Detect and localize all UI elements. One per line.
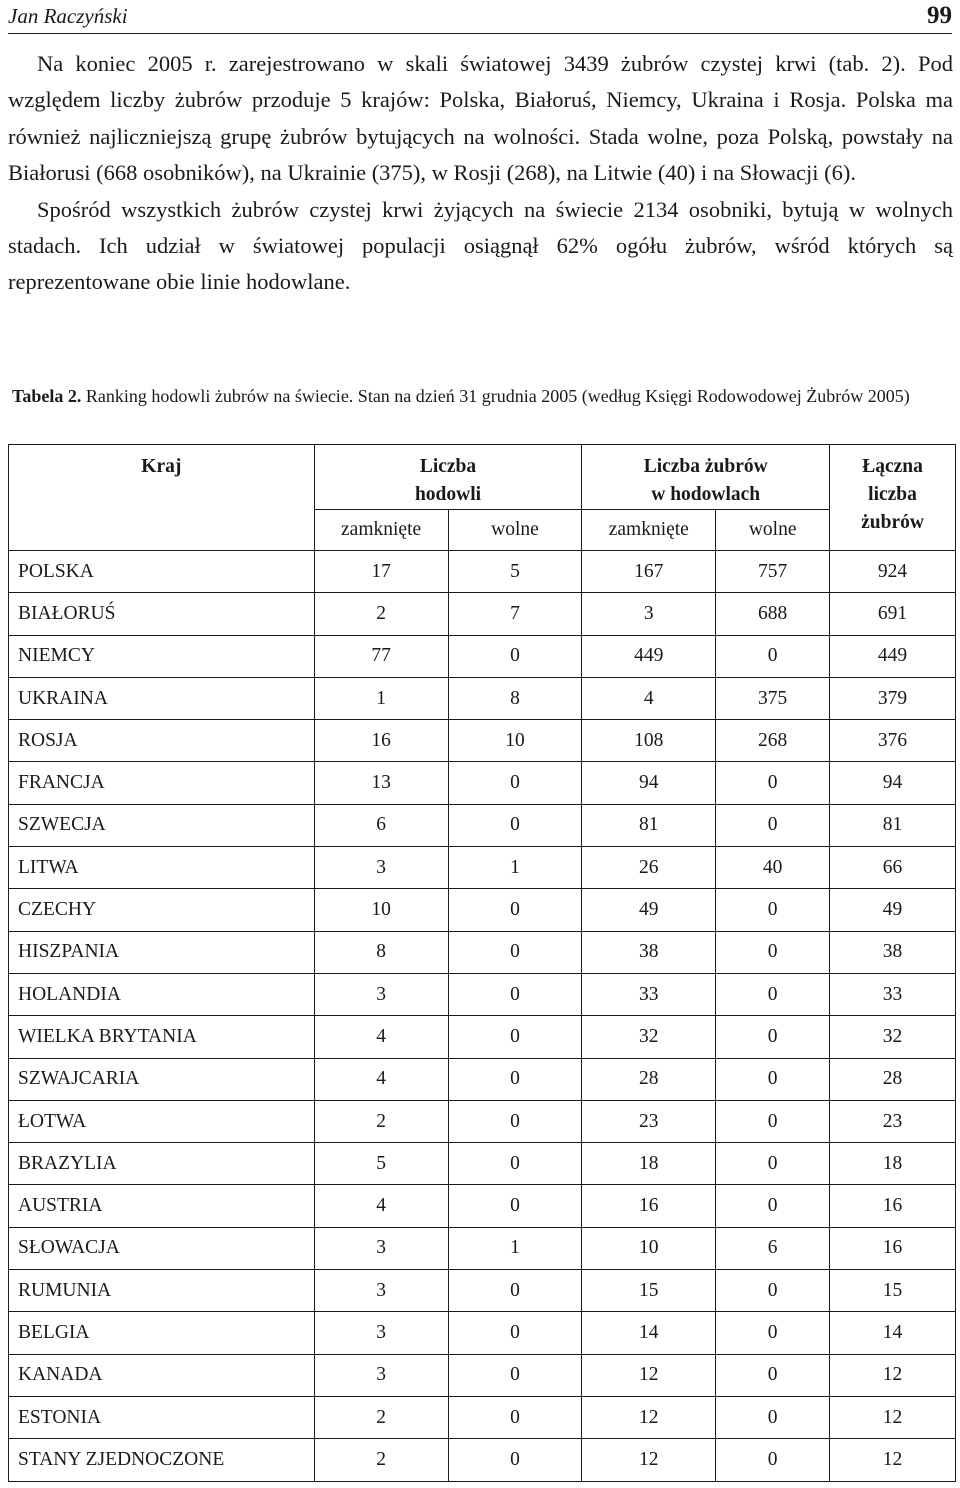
value-cell: 3 <box>582 593 716 635</box>
country-cell: SŁOWACJA <box>9 1227 315 1269</box>
value-cell: 0 <box>716 1312 830 1354</box>
table-row <box>9 635 956 677</box>
value-cell: 12 <box>830 1396 956 1438</box>
paragraph: Spośród wszystkich żubrów czystej krwi żyjących na świecie 2134 osobniki, bytują w wolnych stadach. Ich udział w światowej populacji osiągnął 62% ogółu żubrów, wśród których są reprezentowane obie linie hodowlane. <box>8 196 953 295</box>
value-cell: 32 <box>830 1016 956 1058</box>
value-cell: 8 <box>448 677 582 719</box>
value-cell: 0 <box>448 889 582 931</box>
value-cell: 924 <box>830 551 956 593</box>
value-cell: 28 <box>582 1058 716 1100</box>
value-cell: 23 <box>830 1100 956 1142</box>
country-cell: BIAŁORUŚ <box>9 593 315 635</box>
country-cell: FRANCJA <box>9 762 315 804</box>
country-cell: CZECHY <box>9 889 315 931</box>
value-cell: 16 <box>314 720 448 762</box>
subheader-free: wolne <box>448 510 582 551</box>
value-cell: 688 <box>716 593 830 635</box>
value-cell: 5 <box>448 551 582 593</box>
value-cell: 2 <box>314 1396 448 1438</box>
value-cell: 33 <box>830 973 956 1015</box>
value-cell: 0 <box>716 762 830 804</box>
value-cell: 81 <box>582 804 716 846</box>
value-cell: 17 <box>314 551 448 593</box>
value-cell: 5 <box>314 1143 448 1185</box>
value-cell: 0 <box>716 1185 830 1227</box>
subheader-closed: zamknięte <box>314 510 448 551</box>
value-cell: 4 <box>314 1058 448 1100</box>
value-cell: 12 <box>830 1439 956 1481</box>
value-cell: 16 <box>582 1185 716 1227</box>
table-row <box>9 1143 956 1185</box>
table-row <box>9 1016 956 1058</box>
value-cell: 0 <box>716 1396 830 1438</box>
value-cell: 0 <box>448 931 582 973</box>
value-cell: 12 <box>582 1396 716 1438</box>
value-cell: 33 <box>582 973 716 1015</box>
value-cell: 1 <box>448 1227 582 1269</box>
table-row <box>9 1312 956 1354</box>
value-cell: 108 <box>582 720 716 762</box>
value-cell: 14 <box>830 1312 956 1354</box>
value-cell: 0 <box>716 889 830 931</box>
value-cell: 15 <box>830 1270 956 1312</box>
value-cell: 0 <box>448 1270 582 1312</box>
header-country: Kraj <box>9 445 315 551</box>
country-cell: SZWECJA <box>9 804 315 846</box>
country-cell: POLSKA <box>9 551 315 593</box>
value-cell: 3 <box>314 1227 448 1269</box>
country-cell: HOLANDIA <box>9 973 315 1015</box>
country-cell: BRAZYLIA <box>9 1143 315 1185</box>
country-cell: ESTONIA <box>9 1396 315 1438</box>
value-cell: 0 <box>448 762 582 804</box>
paragraph: Na koniec 2005 r. zarejestrowano w skali światowej 3439 żubrów czystej krwi (tab. 2). Pod względem liczby żubrów przoduje 5 krajów: Polska, Białoruś, Niemcy, Ukraina i Rosja. Polska ma również najliczniejszą grupę żubrów bytujących na wolności. Stada wolne, poza Polską, powstały na Białorusi (668 osobników), na Ukrainie (375), w Rosji (268), na Litwie (40) i na Słowacji (6). <box>8 51 953 186</box>
value-cell: 0 <box>448 1312 582 1354</box>
author-name: Jan Raczyński <box>8 4 128 28</box>
table-row <box>9 677 956 719</box>
value-cell: 0 <box>716 1058 830 1100</box>
value-cell: 12 <box>830 1354 956 1396</box>
value-cell: 449 <box>830 635 956 677</box>
value-cell: 94 <box>582 762 716 804</box>
value-cell: 0 <box>716 804 830 846</box>
value-cell: 379 <box>830 677 956 719</box>
header-bison-in-breeding: Liczba żubrów w hodowlach <box>582 445 830 510</box>
table-row <box>9 1058 956 1100</box>
value-cell: 3 <box>314 1270 448 1312</box>
country-cell: RUMUNIA <box>9 1270 315 1312</box>
value-cell: 3 <box>314 1312 448 1354</box>
table-body <box>9 551 956 1482</box>
value-cell: 167 <box>582 551 716 593</box>
value-cell: 66 <box>830 847 956 889</box>
value-cell: 14 <box>582 1312 716 1354</box>
value-cell: 3 <box>314 847 448 889</box>
subheader-free: wolne <box>716 510 830 551</box>
bison-ranking-table <box>8 444 956 1482</box>
value-cell: 0 <box>448 1058 582 1100</box>
value-cell: 38 <box>582 931 716 973</box>
value-cell: 0 <box>448 1354 582 1396</box>
value-cell: 3 <box>314 1354 448 1396</box>
value-cell: 77 <box>314 635 448 677</box>
table-row <box>9 593 956 635</box>
value-cell: 49 <box>830 889 956 931</box>
value-cell: 0 <box>716 1143 830 1185</box>
value-cell: 0 <box>716 1354 830 1396</box>
page-number: 99 <box>927 2 952 29</box>
value-cell: 375 <box>716 677 830 719</box>
country-cell: ROSJA <box>9 720 315 762</box>
value-cell: 6 <box>716 1227 830 1269</box>
country-cell: AUSTRIA <box>9 1185 315 1227</box>
value-cell: 0 <box>448 1100 582 1142</box>
value-cell: 26 <box>582 847 716 889</box>
value-cell: 40 <box>716 847 830 889</box>
running-head <box>8 0 952 34</box>
value-cell: 0 <box>716 973 830 1015</box>
value-cell: 10 <box>582 1227 716 1269</box>
table-row <box>9 1396 956 1438</box>
table-row <box>9 551 956 593</box>
value-cell: 0 <box>448 1143 582 1185</box>
value-cell: 757 <box>716 551 830 593</box>
value-cell: 0 <box>448 1185 582 1227</box>
value-cell: 12 <box>582 1439 716 1481</box>
country-cell: BELGIA <box>9 1312 315 1354</box>
value-cell: 2 <box>314 593 448 635</box>
table-row <box>9 1185 956 1227</box>
value-cell: 449 <box>582 635 716 677</box>
value-cell: 23 <box>582 1100 716 1142</box>
value-cell: 49 <box>582 889 716 931</box>
table-row <box>9 1270 956 1312</box>
value-cell: 0 <box>448 804 582 846</box>
table-row <box>9 1439 956 1481</box>
value-cell: 0 <box>716 1100 830 1142</box>
value-cell: 1 <box>448 847 582 889</box>
country-cell: KANADA <box>9 1354 315 1396</box>
table-caption <box>12 382 954 410</box>
country-cell: WIELKA BRYTANIA <box>9 1016 315 1058</box>
value-cell: 28 <box>830 1058 956 1100</box>
value-cell: 2 <box>314 1100 448 1142</box>
table-row <box>9 889 956 931</box>
value-cell: 18 <box>582 1143 716 1185</box>
value-cell: 18 <box>830 1143 956 1185</box>
table-row <box>9 762 956 804</box>
country-cell: UKRAINA <box>9 677 315 719</box>
country-cell: HISZPANIA <box>9 931 315 973</box>
value-cell: 0 <box>448 635 582 677</box>
value-cell: 32 <box>582 1016 716 1058</box>
value-cell: 94 <box>830 762 956 804</box>
value-cell: 2 <box>314 1439 448 1481</box>
header-breeding-count: Liczba hodowli <box>314 445 582 510</box>
table-row <box>9 720 956 762</box>
country-cell: LITWA <box>9 847 315 889</box>
value-cell: 0 <box>448 1016 582 1058</box>
value-cell: 15 <box>582 1270 716 1312</box>
value-cell: 13 <box>314 762 448 804</box>
country-cell: STANY ZJEDNOCZONE <box>9 1439 315 1481</box>
value-cell: 0 <box>716 635 830 677</box>
value-cell: 16 <box>830 1227 956 1269</box>
value-cell: 691 <box>830 593 956 635</box>
country-cell: SZWAJCARIA <box>9 1058 315 1100</box>
table-row <box>9 804 956 846</box>
value-cell: 0 <box>448 1439 582 1481</box>
value-cell: 268 <box>716 720 830 762</box>
value-cell: 81 <box>830 804 956 846</box>
table-row <box>9 931 956 973</box>
value-cell: 12 <box>582 1354 716 1396</box>
table-row <box>9 1100 956 1142</box>
subheader-closed: zamknięte <box>582 510 716 551</box>
body-text <box>8 46 953 301</box>
value-cell: 16 <box>830 1185 956 1227</box>
value-cell: 0 <box>448 1396 582 1438</box>
table-caption-label: Tabela 2. <box>12 386 82 406</box>
value-cell: 1 <box>314 677 448 719</box>
table-caption-text: Ranking hodowli żubrów na świecie. Stan na dzień 31 grudnia 2005 (według Księgi Rodowodowej Żubrów 2005) <box>85 386 910 406</box>
value-cell: 376 <box>830 720 956 762</box>
value-cell: 0 <box>716 1439 830 1481</box>
value-cell: 4 <box>314 1016 448 1058</box>
value-cell: 0 <box>716 1270 830 1312</box>
table-row <box>9 973 956 1015</box>
value-cell: 10 <box>314 889 448 931</box>
value-cell: 0 <box>716 931 830 973</box>
header-total: Łączna liczba żubrów <box>830 445 956 551</box>
table-row <box>9 1227 956 1269</box>
value-cell: 6 <box>314 804 448 846</box>
table-row <box>9 1354 956 1396</box>
value-cell: 8 <box>314 931 448 973</box>
value-cell: 0 <box>716 1016 830 1058</box>
country-cell: NIEMCY <box>9 635 315 677</box>
value-cell: 10 <box>448 720 582 762</box>
value-cell: 0 <box>448 973 582 1015</box>
table-row <box>9 847 956 889</box>
value-cell: 4 <box>582 677 716 719</box>
value-cell: 4 <box>314 1185 448 1227</box>
value-cell: 3 <box>314 973 448 1015</box>
value-cell: 38 <box>830 931 956 973</box>
country-cell: ŁOTWA <box>9 1100 315 1142</box>
value-cell: 7 <box>448 593 582 635</box>
